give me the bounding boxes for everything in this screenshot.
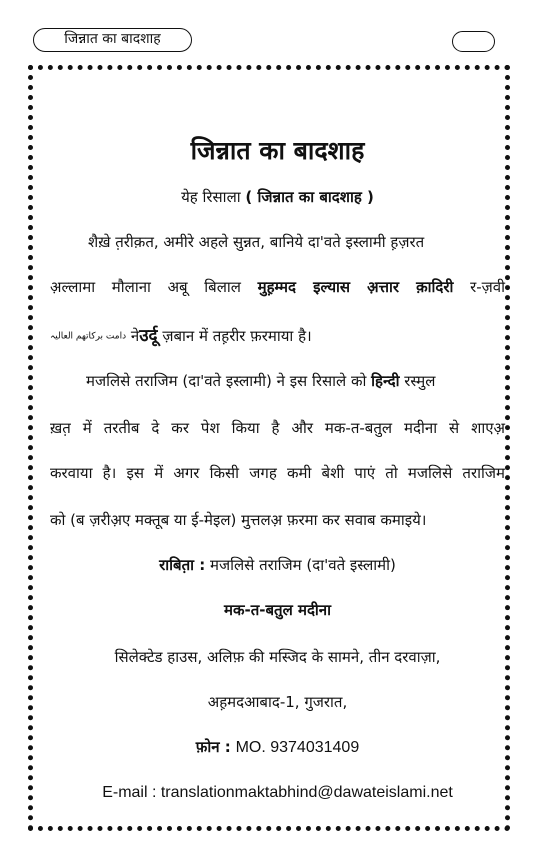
para1-line3-end: ज़बान में तह़रीर फ़रमाया है। [162,327,312,345]
subtitle-book-name: ( जिन्नात का बादशाह ) [245,188,374,206]
contact-line [50,555,505,575]
para2-line1-start: मजलिसे तराजिम (दा'वते इस्लामी) ने इस रिसाले को [86,372,367,390]
para1-line3 [50,323,505,346]
para2-line4: को (ब ज़रीअ़ए मक्तूब या ई-मेइल) मुत्तलअ़ फ़रमा कर सवाब कमाइये। [50,511,427,529]
book-title-badge [33,28,192,52]
phone-line [50,737,505,757]
subtitle-prefix: येह रिसाला [181,188,241,206]
contact-value: मजलिसे तराजिम (दा'वते इस्लामी) [210,556,396,574]
target-language: हिन्दी [371,372,400,390]
original-language: उर्दू [139,326,158,346]
address-line2: अह़मदआबाद-1, गुजरात, [207,693,348,711]
phone-number: MO. 9374031409 [235,739,360,756]
page-number-oval [452,31,495,52]
publisher-name: मक-त-बतुल मदीना [223,601,332,619]
author-name: मुह़म्मद इल्यास अ़त्तार क़ादिरी [257,278,454,296]
para2-line1-end: रस्मुल [404,372,436,390]
phone-label: फ़ोन : [195,738,231,756]
email-line: E-mail : translationmaktabhind@dawateislami.net [102,784,453,801]
para1-line1: शैखे़ त़रीक़त, अमीरे अहले सुन्नत, बानिये दा'वते इस्लामी ह़ज़रत [88,233,425,251]
para1-line2 [50,277,505,297]
subtitle [50,187,505,207]
arabic-blessing: دامت برکاتھم العالیہ [50,331,127,342]
para1-line3-mid: ने [130,327,140,345]
para1-line2-start: अ़ल्लामा मौलाना अबू बिलाल [50,278,241,296]
contact-label: राबित़ा : [159,556,206,574]
page-title: जिन्नात का बादशाह [190,136,365,165]
address-line1: सिलेक्टेड हाउस, अलिफ़ की मस्जिद के सामने, तीन दरवाज़ा, [114,648,441,666]
book-title-label: जिन्नात का बादशाह [64,31,161,47]
para2-line3: करवाया है। इस में अगर किसी जगह कमी बेशी पाएं तो मजलिसे तराजिम [50,464,505,482]
para2-line2: ख़त़ में तरतीब दे कर पेश किया है और मक-त-बतुल मदीना से शाएअ़ [50,419,505,437]
page-border [28,65,510,831]
para2-line1 [50,371,505,391]
para1-line2-end: र-ज़वी [470,278,505,296]
